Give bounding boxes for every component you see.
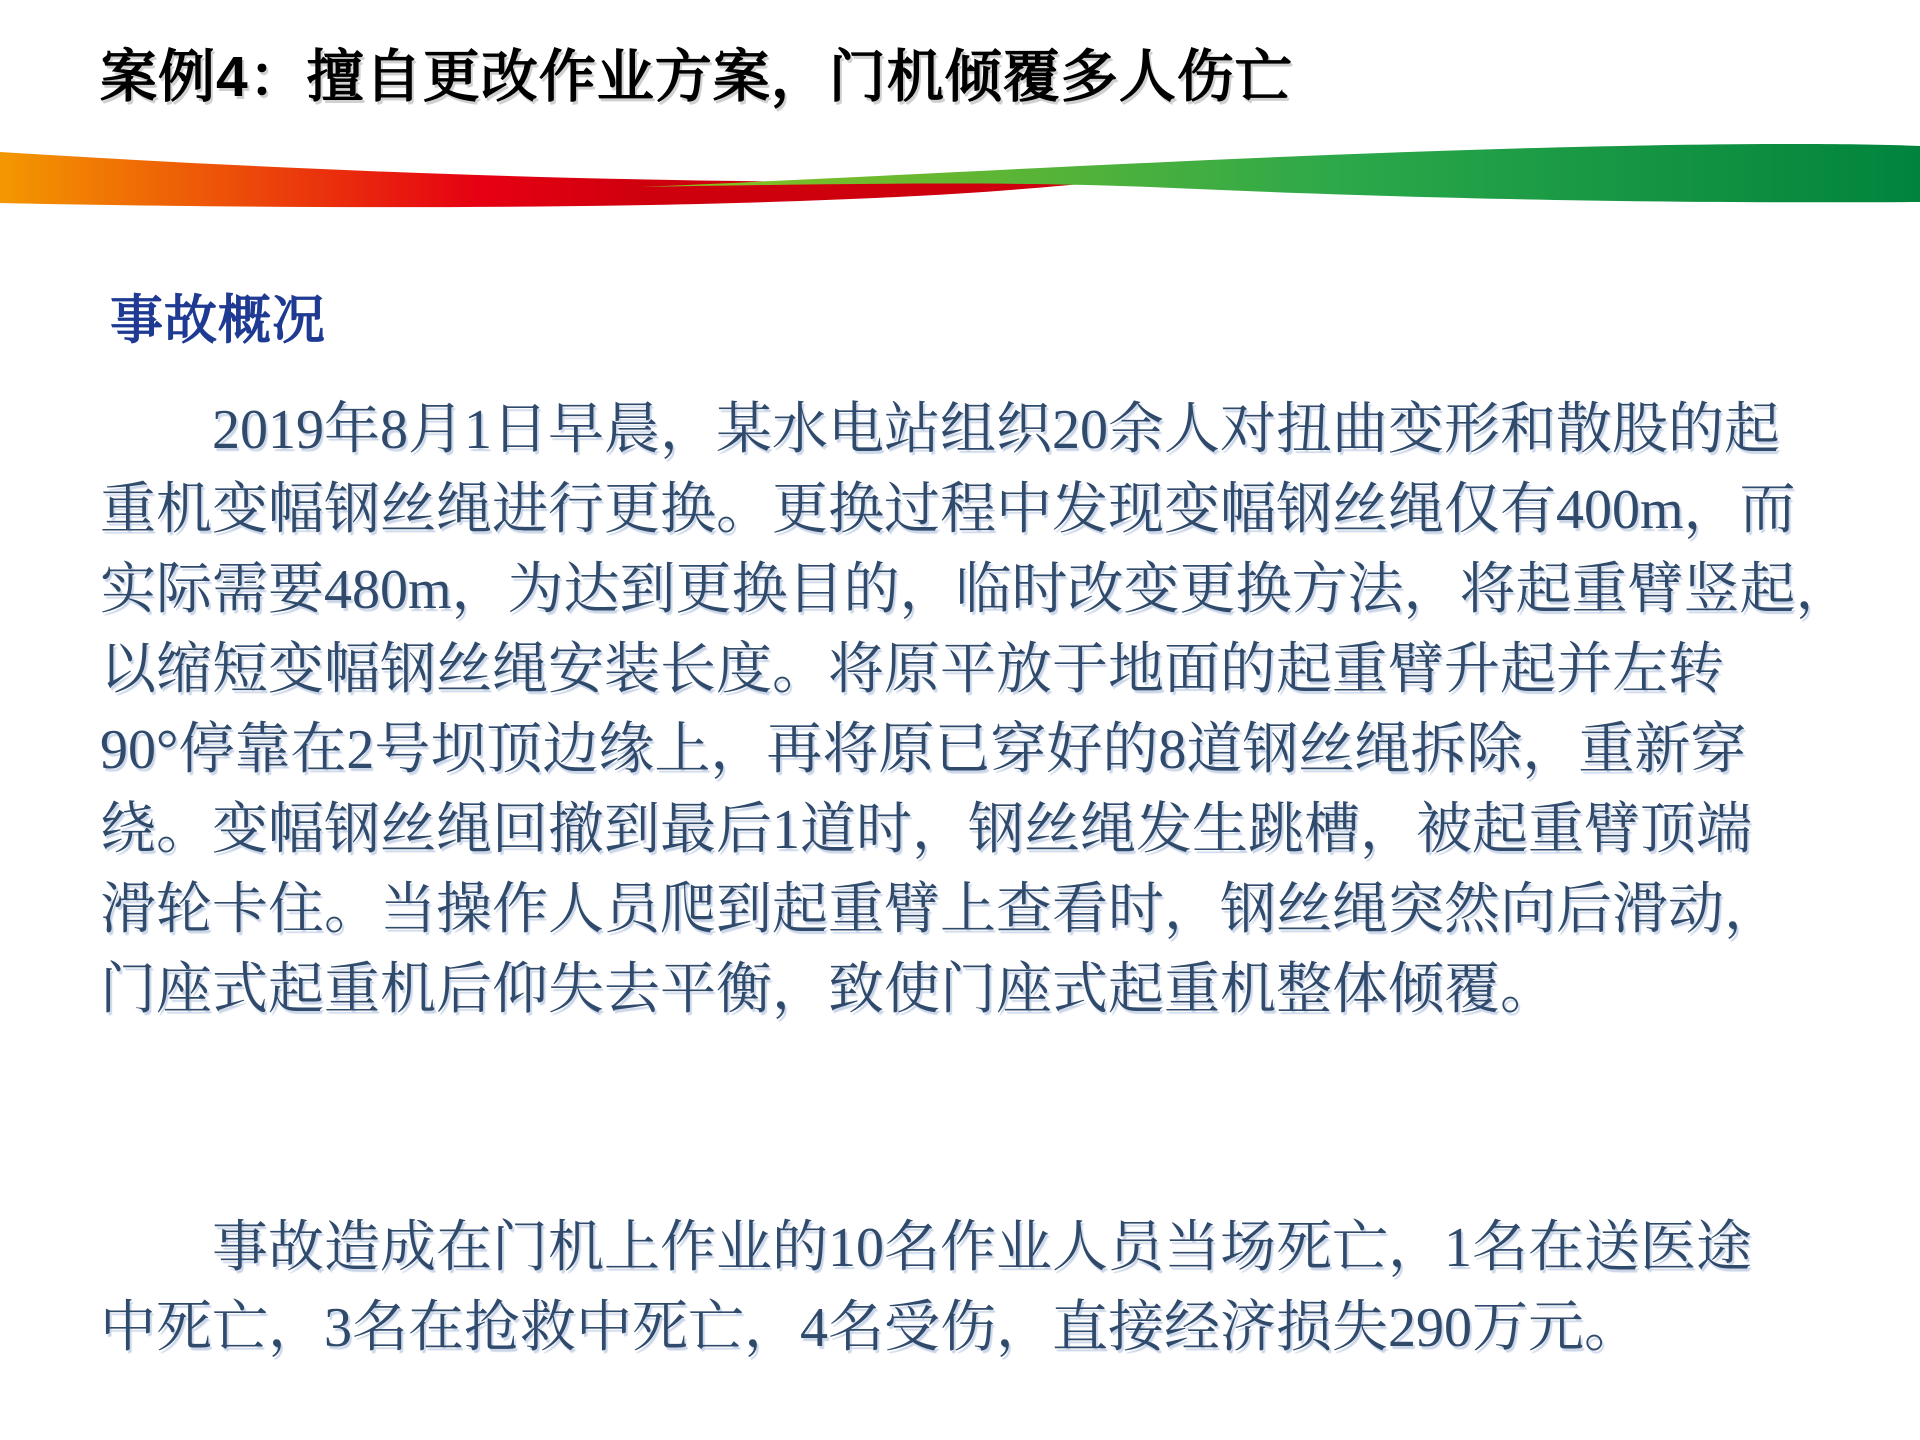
paragraph-line: 绕。变幅钢丝绳回撤到最后1道时，钢丝绳发生跳槽，被起重臂顶端 [100, 799, 1752, 861]
paragraph-line: 滑轮卡住。当操作人员爬到起重臂上查看时，钢丝绳突然向后滑动， [100, 879, 1780, 941]
paragraph-line: 以缩短变幅钢丝绳安装长度。将原平放于地面的起重臂升起并左转 [100, 639, 1724, 701]
paragraph-line: 90°停靠在2号坝顶边缘上，再将原已穿好的8道钢丝绳拆除，重新穿 [100, 719, 1747, 781]
paragraph-line: 中死亡，3名在抢救中死亡，4名受伤，直接经济损失290万元。 [100, 1297, 1640, 1359]
slide-title: 案例4：擅自更改作业方案，门机倾覆多人伤亡 [100, 45, 1293, 109]
paragraph-line: 2019年8月1日早晨，某水电站组织20余人对扭曲变形和散股的起 [212, 399, 1780, 461]
paragraph-line: 门座式起重机后仰失去平衡，致使门座式起重机整体倾覆。 [100, 959, 1556, 1021]
paragraph-line: 事故造成在门机上作业的10名作业人员当场死亡，1名在送医途 [212, 1217, 1752, 1279]
decorative-wave-ribbon [0, 0, 1920, 230]
paragraph-line: 重机变幅钢丝绳进行更换。更换过程中发现变幅钢丝绳仅有400m，而 [100, 479, 1796, 541]
casualty-summary-paragraph [100, 1208, 1845, 1368]
paragraph-line: 实际需要480m，为达到更换目的，临时改变更换方法，将起重臂竖起， [100, 559, 1852, 621]
section-heading: 事故概况 [110, 291, 326, 350]
accident-description-paragraph [100, 390, 1852, 1030]
